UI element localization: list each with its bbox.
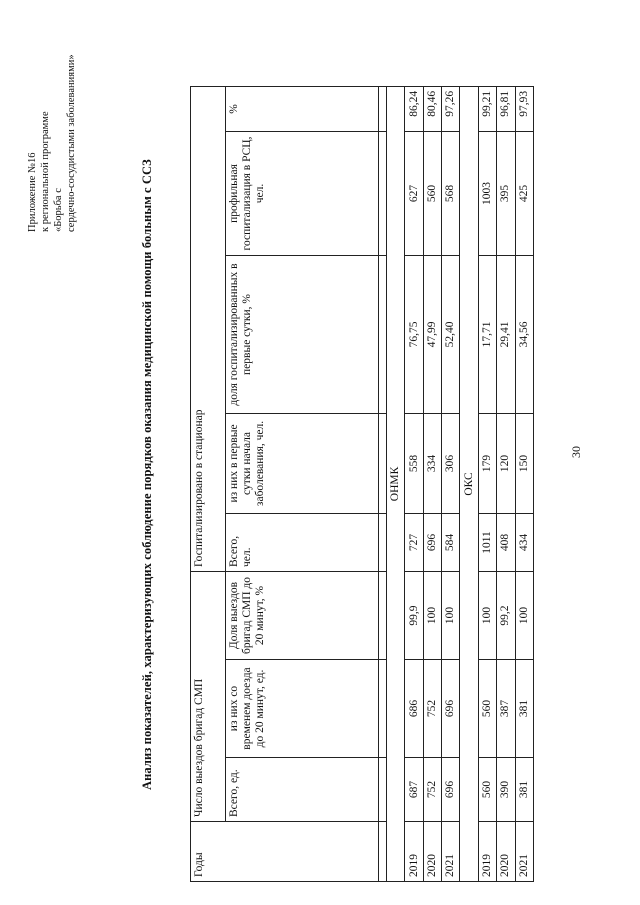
cell-hosp-first-day: 120	[497, 413, 515, 513]
section-label-oks: ОКС	[460, 86, 478, 881]
cell-smp-share: 100	[442, 571, 460, 659]
cell-smp-within20: 696	[442, 660, 460, 758]
cell-profile-pct: 99,21	[478, 86, 496, 131]
header-profile-pct: %	[225, 86, 378, 131]
cell-hosp-total: 1011	[478, 513, 496, 571]
table-row	[478, 86, 496, 881]
cell-smp-within20: 387	[497, 660, 515, 758]
cell-profile-hosp: 425	[515, 131, 533, 255]
header-years: Годы	[191, 822, 379, 882]
cell-year: 2021	[515, 822, 533, 882]
cell-year: 2019	[405, 822, 423, 882]
cell-year: 2021	[442, 822, 460, 882]
cell-hosp-first-day: 150	[515, 413, 533, 513]
cell-smp-within20: 752	[423, 660, 441, 758]
header-smp-group: Число выездов бригад СМП	[191, 571, 226, 821]
cell-smp-share: 99,2	[497, 571, 515, 659]
cell-smp-within20: 381	[515, 660, 533, 758]
cell-hosp-first-day-share: 34,56	[515, 255, 533, 413]
appendix-line: к региональной программе	[40, 111, 51, 232]
cell-profile-hosp: 395	[497, 131, 515, 255]
appendix-line: «Борьба с	[53, 188, 64, 232]
table-row	[442, 86, 460, 881]
cell-profile-hosp: 560	[423, 131, 441, 255]
cell-year: 2019	[478, 822, 496, 882]
indicators-table-container	[190, 87, 534, 882]
table-row	[497, 86, 515, 881]
cell-smp-total: 752	[423, 758, 441, 822]
cell-smp-total: 687	[405, 758, 423, 822]
cell-hosp-total: 696	[423, 513, 441, 571]
cell-smp-total: 390	[497, 758, 515, 822]
page-number: 30	[569, 446, 583, 458]
cell-hosp-total: 727	[405, 513, 423, 571]
table-row	[405, 86, 423, 881]
cell-smp-total: 381	[515, 758, 533, 822]
appendix-line: Приложение №16	[27, 152, 38, 232]
cell-smp-within20: 686	[405, 660, 423, 758]
cell-profile-hosp: 568	[442, 131, 460, 255]
cell-hosp-total: 434	[515, 513, 533, 571]
cell-smp-share: 100	[478, 571, 496, 659]
header-hosp-group: Госпитализировано в стационар	[191, 86, 226, 571]
cell-profile-pct: 86,24	[405, 86, 423, 131]
cell-hosp-total: 584	[442, 513, 460, 571]
header-profile-hosp: профильная госпитализация в РСЦ, чел.	[225, 131, 378, 255]
cell-smp-total: 696	[442, 758, 460, 822]
cell-hosp-first-day-share: 76,75	[405, 255, 423, 413]
appendix-line: сердечно-сосудистыми заболеваниями»	[66, 54, 77, 232]
cell-smp-total: 560	[478, 758, 496, 822]
cell-hosp-first-day: 179	[478, 413, 496, 513]
header-smp-share: Доля выездов бригад СМП до 20 минут, %	[225, 571, 378, 659]
header-hosp-first-day-share: доля госпитализированных в первые сутки, %	[225, 255, 378, 413]
cell-hosp-first-day: 306	[442, 413, 460, 513]
section-label-onmk: ОНМК	[386, 86, 404, 881]
cell-hosp-first-day-share: 47,99	[423, 255, 441, 413]
cell-profile-hosp: 1003	[478, 131, 496, 255]
header-smp-within20: из них со временем доезда до 20 минут, ед.	[225, 660, 378, 758]
document-title: Анализ показателей, характеризующих соблюдение порядков оказания медицинской помощи больным с ССЗ	[140, 159, 154, 790]
cell-profile-pct: 80,46	[423, 86, 441, 131]
cell-hosp-first-day-share: 52,40	[442, 255, 460, 413]
cell-hosp-first-day-share: 17,71	[478, 255, 496, 413]
header-hosp-total: Всего, чел.	[225, 513, 378, 571]
indicators-table	[190, 86, 534, 882]
cell-profile-pct: 97,26	[442, 86, 460, 131]
cell-hosp-first-day: 334	[423, 413, 441, 513]
cell-hosp-first-day: 558	[405, 413, 423, 513]
table-row	[515, 86, 533, 881]
header-smp-total: Всего, ед.	[225, 758, 378, 822]
cell-year: 2020	[423, 822, 441, 882]
cell-hosp-total: 408	[497, 513, 515, 571]
cell-smp-share: 100	[515, 571, 533, 659]
cell-profile-hosp: 627	[405, 131, 423, 255]
header-hosp-first-day: из них в первые сутки начала заболевания, чел.	[225, 413, 378, 513]
cell-smp-within20: 560	[478, 660, 496, 758]
cell-profile-pct: 96,81	[497, 86, 515, 131]
cell-hosp-first-day-share: 29,41	[497, 255, 515, 413]
table-row	[423, 86, 441, 881]
cell-smp-share: 100	[423, 571, 441, 659]
cell-profile-pct: 97,93	[515, 86, 533, 131]
appendix-note	[26, 54, 78, 232]
cell-smp-share: 99,9	[405, 571, 423, 659]
cell-year: 2020	[497, 822, 515, 882]
